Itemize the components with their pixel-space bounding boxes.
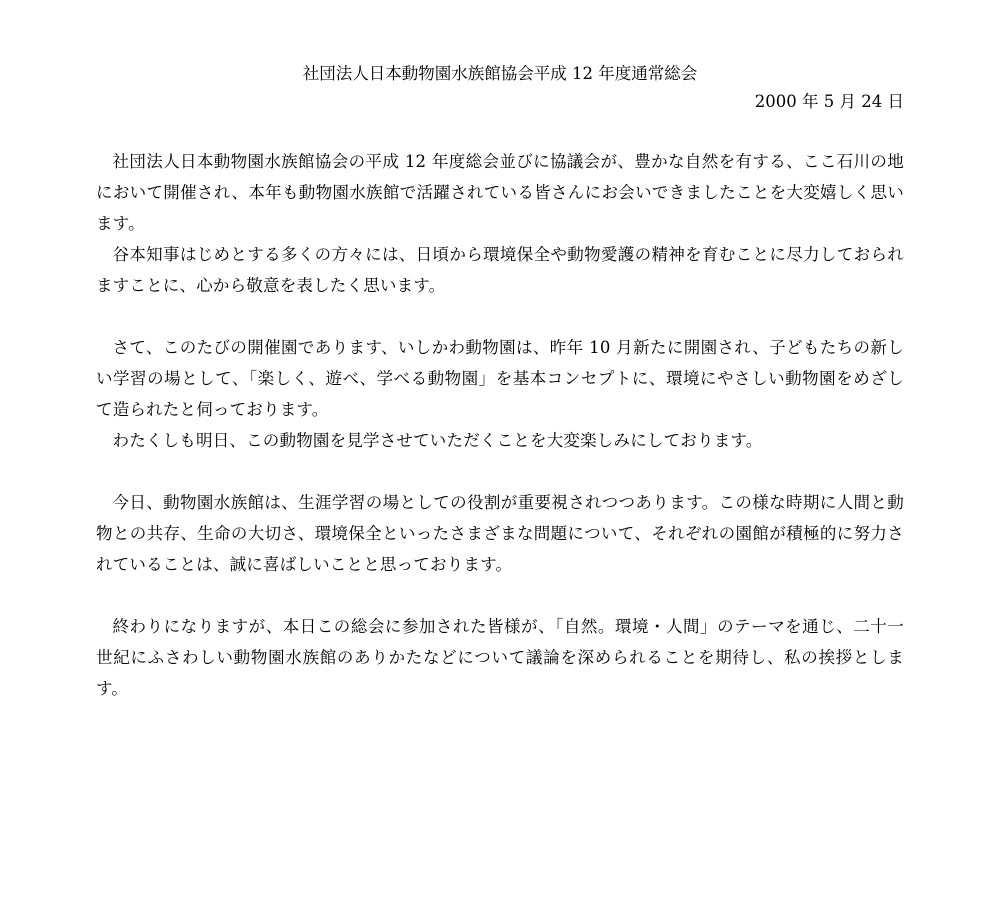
document-body: [96, 146, 904, 704]
document-date: 2000 年 5 月 24 日: [754, 92, 904, 111]
paragraph-gap: [96, 456, 904, 487]
document-title: 社団法人日本動物園水族館協会平成 12 年度通常総会: [302, 64, 698, 83]
document: [96, 62, 904, 704]
paragraph-gap: [96, 580, 904, 611]
paragraph-4: わたくしも明日、この動物園を見学させていただくことを大変楽しみにしております。: [112, 431, 763, 450]
paragraph-gap: [96, 301, 904, 332]
paragraph-5: 今日、動物園水族館は、生涯学習の場としての役割が重要視されつつあります。この様な時期に人間と動物との共存、生命の大切さ、環境保全といったさまざまな問題について、それぞれの園館が積極的に努力されていることは、誠に喜ばしいことと思っております。: [96, 493, 904, 574]
paragraph-1: 社団法人日本動物園水族館協会の平成 12 年度総会並びに協議会が、豊かな自然を有する、ここ石川の地において開催され、本年も動物園水族館で活躍されている皆さんにお会いできましたことを大変嬉しく思います。: [96, 152, 904, 233]
paragraph-2: 谷本知事はじめとする多くの方々には、日頃から環境保全や動物愛護の精神を育むことに尽力しておられますことに、心から敬意を表したく思います。: [96, 245, 904, 295]
paragraph-6: 終わりになりますが、本日この総会に参加された皆様が、「自然。環境・人間」のテーマを通じ、二十一世紀にふさわしい動物園水族館のありかたなどについて議論を深められることを期待し、私の挨拶とします。: [96, 617, 904, 698]
paragraph-3: さて、このたびの開催園であります、いしかわ動物園は、昨年 10 月新たに開園され、子どもたちの新しい学習の場として、「楽しく、遊べ、学べる動物園」を基本コンセプトに、環境にやさしい動物園をめざして造られたと伺っております。: [96, 338, 904, 419]
